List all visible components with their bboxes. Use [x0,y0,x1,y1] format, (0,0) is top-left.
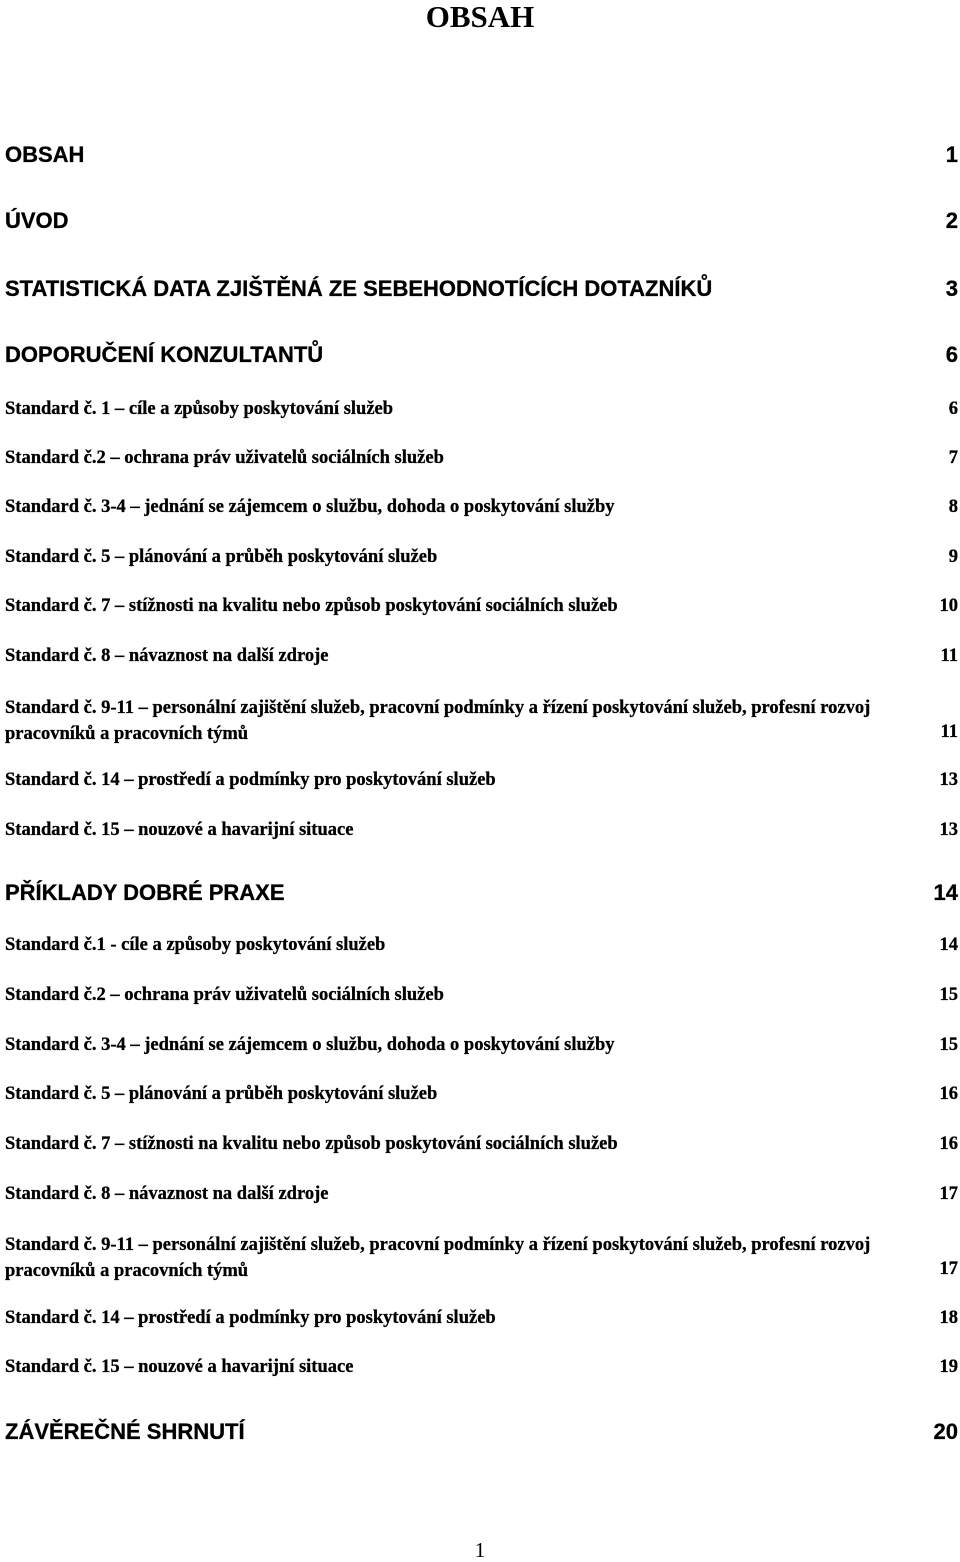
toc-entry-page: 20 [933,1419,958,1444]
toc-entry[interactable] [5,645,960,667]
toc-entry[interactable] [5,546,960,568]
toc-entry-page: 19 [939,1357,958,1377]
toc-entry[interactable] [5,595,960,617]
toc-entry[interactable] [5,1183,960,1205]
toc-entry-page: 11 [940,646,958,666]
toc-entry[interactable] [5,1133,960,1155]
toc-entry-page: 7 [948,448,958,468]
toc-entry-page: 18 [939,1308,958,1328]
toc-entry-title: ZÁVĚREČNÉ SHRNUTÍ [5,1419,245,1444]
toc-entry[interactable] [5,819,960,841]
toc-entry-page: 11 [940,722,958,742]
toc-entry[interactable] [5,984,960,1006]
toc-entry-title: Standard č. 5 – plánování a průběh poskytování služeb [5,1084,438,1104]
toc-entry-page: 2 [945,208,958,233]
toc-entry-title: Standard č. 14 – prostředí a podmínky pro poskytování služeb [5,1308,496,1328]
toc-entry[interactable] [5,1232,960,1280]
toc-entry[interactable] [5,276,960,302]
toc-entry[interactable] [5,398,960,420]
toc-entry-page: 14 [933,880,958,905]
toc-entry-title: DOPORUČENÍ KONZULTANTŮ [5,342,324,367]
toc-entry-page: 16 [939,1084,958,1104]
toc-entry-page: 13 [939,770,958,790]
toc-entry-title: Standard č.2 – ochrana práv uživatelů sociálních služeb [5,985,444,1005]
toc-entry-title: Standard č.1 - cíle a způsoby poskytování služeb [5,935,386,955]
toc-entry-title: Standard č. 3-4 – jednání se zájemcem o službu, dohoda o poskytování služby [5,1035,615,1055]
toc-entry-page: 15 [939,1035,958,1055]
toc-entry[interactable] [5,934,960,956]
toc-entry-page: 9 [948,547,958,567]
toc-entry-page: 13 [939,820,958,840]
toc-entry-page: 17 [939,1259,958,1279]
toc-entry-title: ÚVOD [5,208,69,233]
toc-entry-title: Standard č. 1 – cíle a způsoby poskytování služeb [5,399,394,419]
toc-entry-title: Standard č. 15 – nouzové a havarijní situace [5,1357,354,1377]
toc-entry-title: Standard č. 3-4 – jednání se zájemcem o službu, dohoda o poskytování služby [5,497,615,517]
toc-entry[interactable] [5,496,960,518]
toc-entry-title: Standard č. 15 – nouzové a havarijní situace [5,820,354,840]
toc-entry-title: Standard č. 14 – prostředí a podmínky pro poskytování služeb [5,770,496,790]
toc-entry[interactable] [5,142,960,168]
toc-entry-page: 14 [939,935,958,955]
toc-entry-title: OBSAH [5,142,85,167]
toc-entry[interactable] [5,880,960,906]
toc-entry[interactable] [5,695,960,743]
toc-entry-page: 8 [948,497,958,517]
toc-entry-title: STATISTICKÁ DATA ZJIŠTĚNÁ ZE SEBEHODNOTÍCÍCH DOTAZNÍKŮ [5,276,713,301]
toc-entry[interactable] [5,1419,960,1445]
page-number: 1 [474,1538,486,1562]
toc-entry-title: PŘÍKLADY DOBRÉ PRAXE [5,880,285,905]
toc-entry[interactable] [5,1356,960,1378]
toc-entry[interactable] [5,1034,960,1056]
toc-entry-page: 6 [948,399,958,419]
toc-entry[interactable] [5,342,960,368]
toc-entry-title: Standard č. 5 – plánování a průběh poskytování služeb [5,547,438,567]
toc-entry-page: 3 [945,276,958,301]
toc-entry-title: Standard č. 8 – návaznost na další zdroje [5,1184,329,1204]
toc-entry-page: 15 [939,985,958,1005]
toc-entry-title: Standard č. 7 – stížnosti na kvalitu nebo způsob poskytování sociálních služeb [5,1134,618,1154]
toc-entry-page: 1 [945,142,958,167]
toc-entry-title: Standard č. 9-11 – personální zajištění služeb, pracovní podmínky a řízení poskytování služeb, profesní rozvoj pracovníků a pracovních týmů [5,698,871,744]
toc-entry-page: 16 [939,1134,958,1154]
toc-entry-title: Standard č. 9-11 – personální zajištění služeb, pracovní podmínky a řízení poskytování služeb, profesní rozvoj pracovníků a pracovních týmů [5,1235,871,1281]
toc-entry[interactable] [5,208,960,234]
page-title: OBSAH [425,0,535,34]
toc-entry-page: 17 [939,1184,958,1204]
toc-entry-title: Standard č. 8 – návaznost na další zdroje [5,646,329,666]
toc-entry[interactable] [5,447,960,469]
toc-entry[interactable] [5,1307,960,1329]
toc-entry[interactable] [5,1083,960,1105]
toc-entry-page: 10 [939,596,958,616]
toc-entry-title: Standard č. 7 – stížnosti na kvalitu nebo způsob poskytování sociálních služeb [5,596,618,616]
toc-entry[interactable] [5,769,960,791]
toc-entry-page: 6 [945,342,958,367]
toc-entry-title: Standard č.2 – ochrana práv uživatelů sociálních služeb [5,448,444,468]
